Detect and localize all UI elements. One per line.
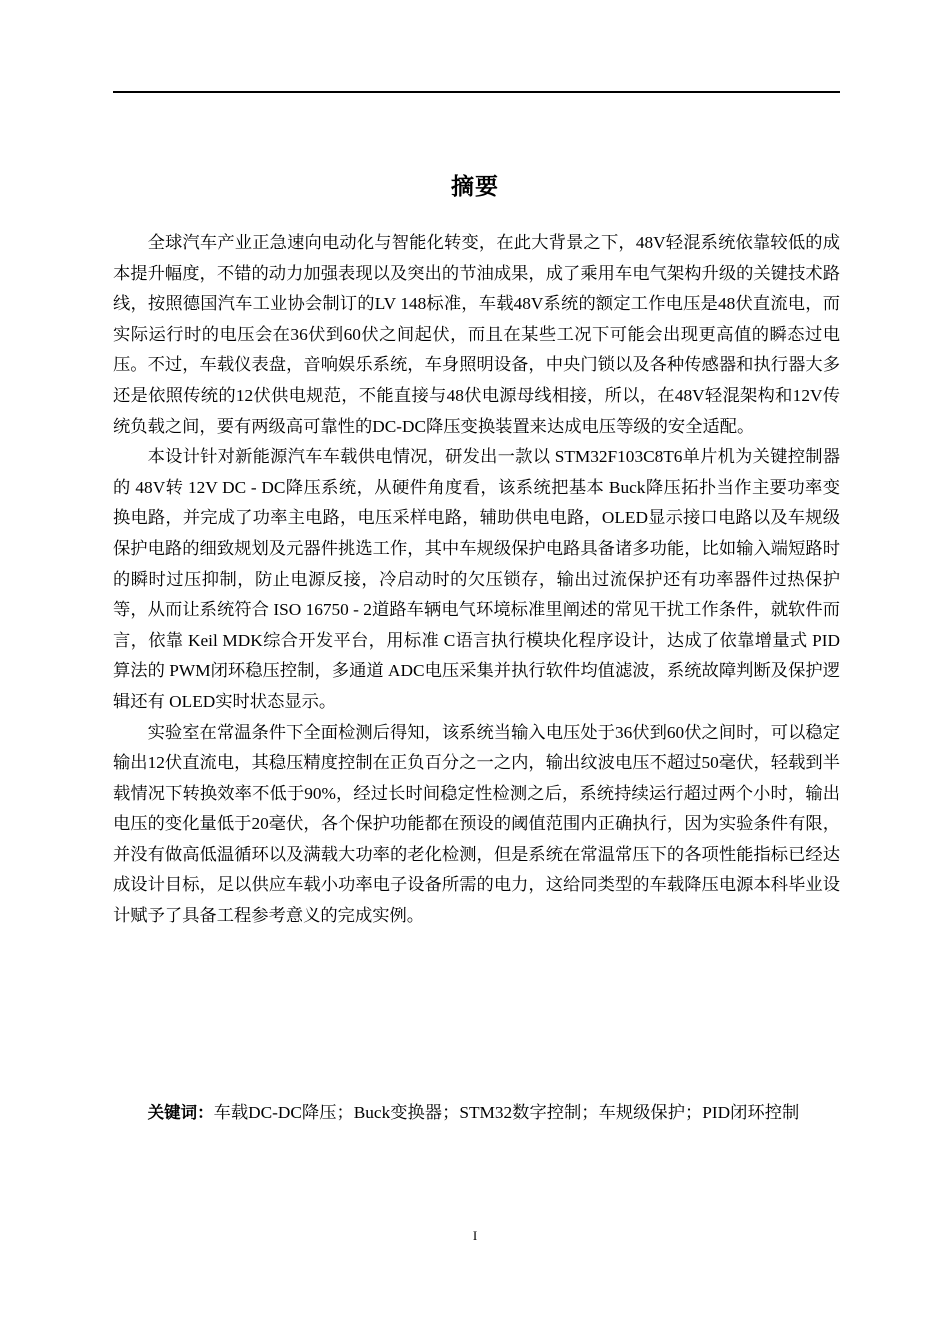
abstract-body bbox=[113, 228, 840, 932]
abstract-paragraph-1: 全球汽车产业正急速向电动化与智能化转变，在此大背景之下，48V轻混系统依靠较低的成本提升幅度，不错的动力加强表现以及突出的节油成果，成了乘用车电气架构升级的关键技术路线，按照德国汽车工业协会制订的LV 148标准，车载48V系统的额定工作电压是48伏直流电，而实际运行时的电压会在36伏到60伏之间起伏，而且在某些工况下可能会出现更高值的瞬态过电压。不过，车载仪表盘，音响娱乐系统，车身照明设备，中央门锁以及各种传感器和执行器大多还是依照传统的12伏供电规范，不能直接与48伏电源母线相接，所以，在48V轻混架构和12V传统负载之间，要有两级高可靠性的DC-DC降压变换装置来达成电压等级的安全适配。 bbox=[113, 233, 840, 436]
header-rule bbox=[113, 91, 840, 93]
keywords-label: 关键词： bbox=[147, 1103, 214, 1122]
keywords-line bbox=[113, 1098, 840, 1129]
abstract-paragraph-2: 本设计针对新能源汽车车载供电情况，研发出一款以 STM32F103C8T6单片机为关键控制器的 48V转 12V DC - DC降压系统，从硬件角度看，该系统把基本 Buck降压拓扑当作主要功率变换电路，并完成了功率主电路，电压采样电路，辅助供电电路，OLED显示接口电路以及车规级保护电路的细致规划及元器件挑选工作，其中车规级保护电路具备诸多功能，比如输入端短路时的瞬时过压抑制，防止电源反接，冷启动时的欠压锁存，输出过流保护还有功率器件过热保护等，从而让系统符合 ISO 16750 - 2道路车辆电气环境标准里阐述的常见干扰工作条件，就软件而言，依靠 Keil MDK综合开发平台，用标准 C语言执行模块化程序设计，达成了依靠增量式 PID算法的 PWM闭环稳压控制，多通道 ADC电压采集并执行软件均值滤波，系统故障判断及保护逻辑还有 OLED实时状态显示。 bbox=[113, 447, 840, 711]
keywords-text: 车载DC-DC降压；Buck变换器；STM32数字控制；车规级保护；PID闭环控制 bbox=[213, 1103, 800, 1122]
abstract-paragraph-3: 实验室在常温条件下全面检测后得知，该系统当输入电压处于36伏到60伏之间时，可以稳定输出12伏直流电，其稳压精度控制在正负百分之一之内，输出纹波电压不超过50毫伏，轻载到半载情况下转换效率不低于90%，经过长时间稳定性检测之后，系统持续运行超过两个小时，输出电压的变化量低于20毫伏，各个保护功能都在预设的阈值范围内正确执行，因为实验条件有限，并没有做高低温循环以及满载大功率的老化检测，但是系统在常温常压下的各项性能指标已经达成设计目标，足以供应车载小功率电子设备所需的电力，这给同类型的车载降压电源本科毕业设计赋予了具备工程参考意义的完成实例。 bbox=[113, 722, 840, 926]
page-title: 摘要 bbox=[451, 174, 499, 200]
page-number: I bbox=[472, 1228, 478, 1243]
